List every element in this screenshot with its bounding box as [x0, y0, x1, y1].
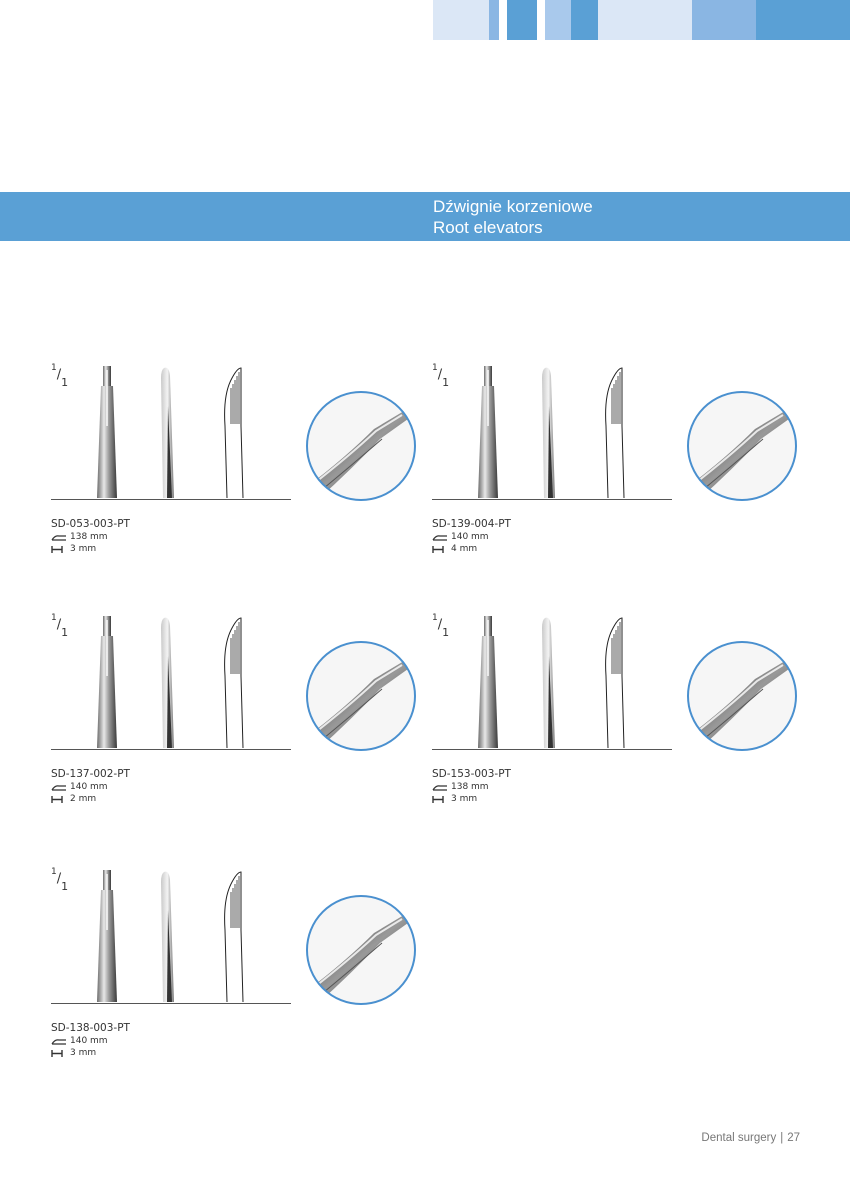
- instrument-side-view: [542, 618, 555, 748]
- header-deco-block: [433, 0, 489, 40]
- length-spec: [432, 532, 489, 542]
- width-value: 3 mm: [451, 794, 478, 804]
- instrument-outline-view: [606, 618, 624, 748]
- instrument-length-icon: [432, 783, 448, 792]
- instrument-length-icon: [51, 533, 67, 542]
- header-deco-block: [756, 0, 850, 40]
- length-value: 138 mm: [70, 532, 108, 542]
- header-deco-block: [692, 0, 756, 40]
- width-spec: [432, 544, 477, 554]
- instrument-front-view: [478, 616, 498, 748]
- scale-denominator: 1: [61, 879, 69, 893]
- scale-label: $^1/_1$: [51, 613, 69, 639]
- instrument-views: [51, 613, 291, 750]
- length-value: 140 mm: [70, 782, 108, 792]
- scale-numerator: 1: [432, 613, 438, 623]
- instrument-front-view: [97, 616, 117, 748]
- page-number: 27: [787, 1132, 800, 1144]
- width-spec: [51, 794, 96, 804]
- length-value: 140 mm: [451, 532, 489, 542]
- instrument-outline-view: [225, 618, 243, 748]
- product-code: SD-139-004-PT: [432, 518, 511, 530]
- length-spec: [51, 1036, 108, 1046]
- scale-numerator: 1: [432, 363, 438, 373]
- tip-width-icon: [51, 545, 67, 554]
- scale-denominator: 1: [442, 375, 450, 389]
- product-code: SD-137-002-PT: [51, 768, 130, 780]
- section-title: [433, 196, 593, 238]
- instrument-front-view: [97, 870, 117, 1002]
- product-code: SD-153-003-PT: [432, 768, 511, 780]
- width-spec: [432, 794, 477, 804]
- instrument-views: [51, 867, 291, 1004]
- footer-section: Dental surgery: [701, 1132, 777, 1144]
- product-card: [51, 867, 451, 1100]
- baseline-rule: [51, 499, 291, 500]
- tip-detail-magnifier: [685, 389, 799, 503]
- tip-width-icon: [51, 1049, 67, 1058]
- product-card: [432, 613, 832, 846]
- length-value: 138 mm: [451, 782, 489, 792]
- header-deco-block: [507, 0, 537, 40]
- width-value: 3 mm: [70, 544, 97, 554]
- scale-denominator: 1: [442, 625, 450, 639]
- width-spec: [51, 544, 96, 554]
- section-header-band: [0, 192, 850, 241]
- length-spec: [432, 782, 489, 792]
- baseline-rule: [432, 499, 672, 500]
- scale-label: $^1/_1$: [51, 867, 69, 893]
- baseline-rule: [432, 749, 672, 750]
- instrument-outline-view: [606, 368, 624, 498]
- instrument-front-view: [478, 366, 498, 498]
- product-card: [51, 363, 451, 596]
- header-deco-block: [571, 0, 598, 40]
- tip-width-icon: [432, 545, 448, 554]
- width-value: 2 mm: [70, 794, 97, 804]
- header-deco-block: [545, 0, 571, 40]
- width-spec: [51, 1048, 96, 1058]
- tip-detail-magnifier: [685, 639, 799, 753]
- instrument-front-view: [97, 366, 117, 498]
- tip-width-icon: [432, 795, 448, 804]
- length-spec: [51, 782, 108, 792]
- page-footer: [701, 1132, 800, 1144]
- instrument-views: [432, 363, 672, 500]
- instrument-side-view: [161, 618, 174, 748]
- baseline-rule: [51, 749, 291, 750]
- instrument-side-view: [161, 368, 174, 498]
- header-deco-block: [598, 0, 692, 40]
- tip-width-icon: [51, 795, 67, 804]
- instrument-side-view: [542, 368, 555, 498]
- product-code: SD-138-003-PT: [51, 1022, 130, 1034]
- width-value: 3 mm: [70, 1048, 97, 1058]
- tip-detail-magnifier: [304, 389, 418, 503]
- product-card: [51, 613, 451, 846]
- scale-numerator: 1: [51, 867, 57, 877]
- baseline-rule: [51, 1003, 291, 1004]
- scale-numerator: 1: [51, 363, 57, 373]
- tip-detail-magnifier: [304, 639, 418, 753]
- scale-denominator: 1: [61, 625, 69, 639]
- length-value: 140 mm: [70, 1036, 108, 1046]
- width-value: 4 mm: [451, 544, 478, 554]
- tip-detail-magnifier: [304, 893, 418, 1007]
- instrument-outline-view: [225, 872, 243, 1002]
- scale-label: $^1/_1$: [51, 363, 69, 389]
- instrument-length-icon: [51, 783, 67, 792]
- header-deco-block: [489, 0, 499, 40]
- instrument-views: [432, 613, 672, 750]
- footer-separator: |: [780, 1132, 784, 1144]
- scale-label: $^1/_1$: [432, 363, 450, 389]
- instrument-side-view: [161, 872, 174, 1002]
- instrument-views: [51, 363, 291, 500]
- section-title-en: Root elevators: [433, 218, 543, 237]
- length-spec: [51, 532, 108, 542]
- instrument-outline-view: [225, 368, 243, 498]
- product-code: SD-053-003-PT: [51, 518, 130, 530]
- scale-denominator: 1: [61, 375, 69, 389]
- scale-label: $^1/_1$: [432, 613, 450, 639]
- instrument-length-icon: [51, 1037, 67, 1046]
- section-title-pl: Dźwignie korzeniowe: [433, 197, 593, 216]
- scale-numerator: 1: [51, 613, 57, 623]
- instrument-length-icon: [432, 533, 448, 542]
- product-card: [432, 363, 832, 596]
